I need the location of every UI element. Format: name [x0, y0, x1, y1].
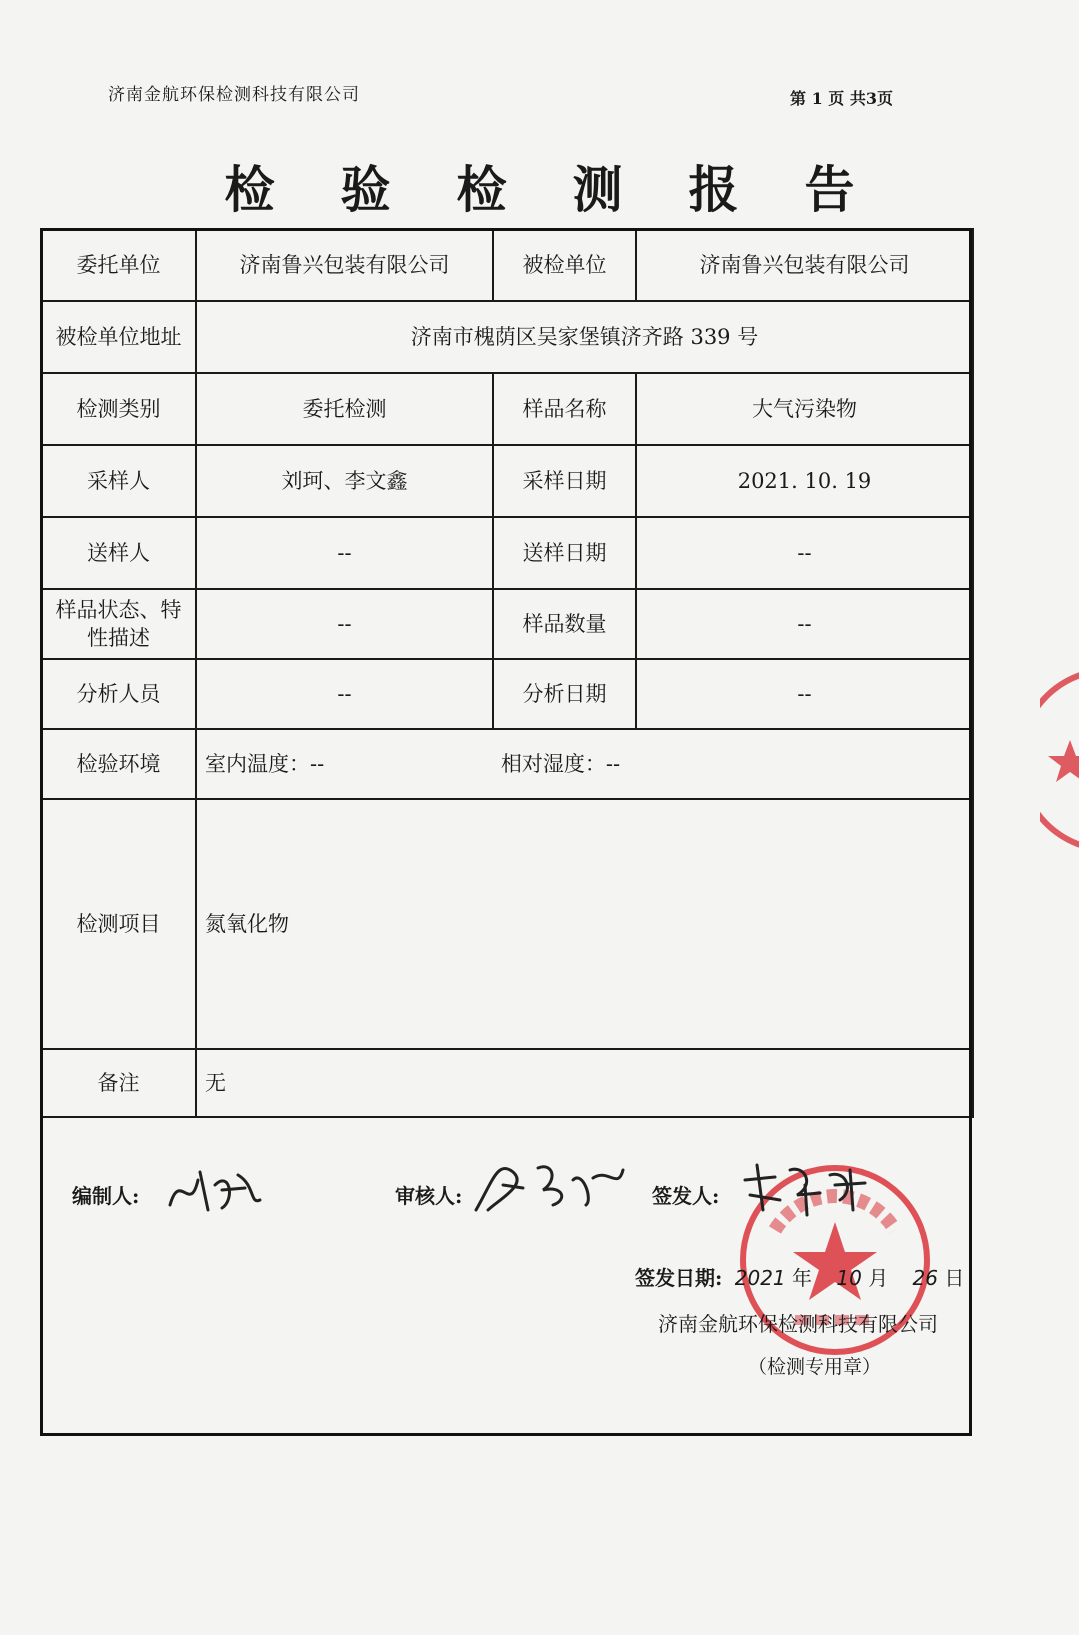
state-value: -- — [196, 589, 493, 659]
issuer-signature — [735, 1155, 875, 1220]
client-label: 委托单位 — [41, 229, 196, 301]
reviewer-signature — [468, 1150, 628, 1220]
sample-date-value: 2021. 10. 19 — [636, 445, 973, 517]
issue-date-day-char: 日 — [944, 1266, 965, 1290]
sample-date-label: 采样日期 — [493, 445, 636, 517]
issue-date-day: 26 — [912, 1266, 938, 1290]
sample-name-value: 大气污染物 — [636, 373, 973, 445]
sender-label: 送样人 — [41, 517, 196, 589]
items-value: 氮氧化物 — [196, 799, 973, 1049]
sampler-value: 刘珂、李文鑫 — [196, 445, 493, 517]
sample-name-label: 样品名称 — [493, 373, 636, 445]
seal-note: （检测专用章） — [748, 1356, 882, 1378]
env-label: 检验环境 — [41, 729, 196, 799]
edge-seal — [1040, 650, 1079, 870]
indoor-temp: 室内温度：-- — [205, 751, 325, 776]
category-value: 委托检测 — [196, 373, 493, 445]
header-company: 济南金航环保检测科技有限公司 — [108, 85, 360, 105]
issuing-company: 济南金航环保检测科技有限公司 — [658, 1312, 938, 1336]
sampler-label: 采样人 — [41, 445, 196, 517]
reviewer-label: 审核人: — [395, 1184, 463, 1208]
analyst-value: -- — [196, 659, 493, 729]
relative-humidity: 相对湿度：-- — [500, 751, 621, 776]
issue-date — [635, 1262, 964, 1291]
items-label: 检测项目 — [41, 799, 196, 1049]
remarks-label: 备注 — [41, 1049, 196, 1117]
analyst-label: 分析人员 — [41, 659, 196, 729]
issue-date-year-char: 年 — [792, 1266, 813, 1290]
category-label: 检测类别 — [41, 373, 196, 445]
analysis-date-label: 分析日期 — [493, 659, 636, 729]
send-date-value: -- — [636, 517, 973, 589]
inspected-label: 被检单位 — [493, 229, 636, 301]
page-number: 第 1 页 共3页 — [790, 89, 893, 108]
address-label: 被检单位地址 — [41, 301, 196, 373]
issue-date-year: 2021 — [734, 1266, 786, 1290]
reviewer-block — [395, 1180, 462, 1209]
issue-date-label: 签发日期: — [635, 1266, 723, 1290]
issue-date-month: 10 — [836, 1266, 862, 1290]
remarks-value: 无 — [196, 1049, 973, 1117]
quantity-value: -- — [636, 589, 973, 659]
send-date-label: 送样日期 — [493, 517, 636, 589]
quantity-label: 样品数量 — [493, 589, 636, 659]
address-value: 济南市槐荫区吴家堡镇济齐路 339 号 — [196, 301, 973, 373]
report-title: 检验检测报告 — [224, 160, 921, 219]
analysis-date-value: -- — [636, 659, 973, 729]
compiler-signature — [160, 1160, 270, 1220]
issue-date-month-char: 月 — [868, 1266, 889, 1290]
sender-value: -- — [196, 517, 493, 589]
client-value: 济南鲁兴包装有限公司 — [196, 229, 493, 301]
compiler-label: 编制人: — [72, 1184, 140, 1208]
state-label: 样品状态、特性描述 — [41, 589, 196, 659]
issuer-label: 签发人: — [652, 1184, 720, 1208]
inspected-value: 济南鲁兴包装有限公司 — [636, 229, 973, 301]
issuer-block — [652, 1180, 719, 1209]
compiler-block — [72, 1180, 139, 1209]
